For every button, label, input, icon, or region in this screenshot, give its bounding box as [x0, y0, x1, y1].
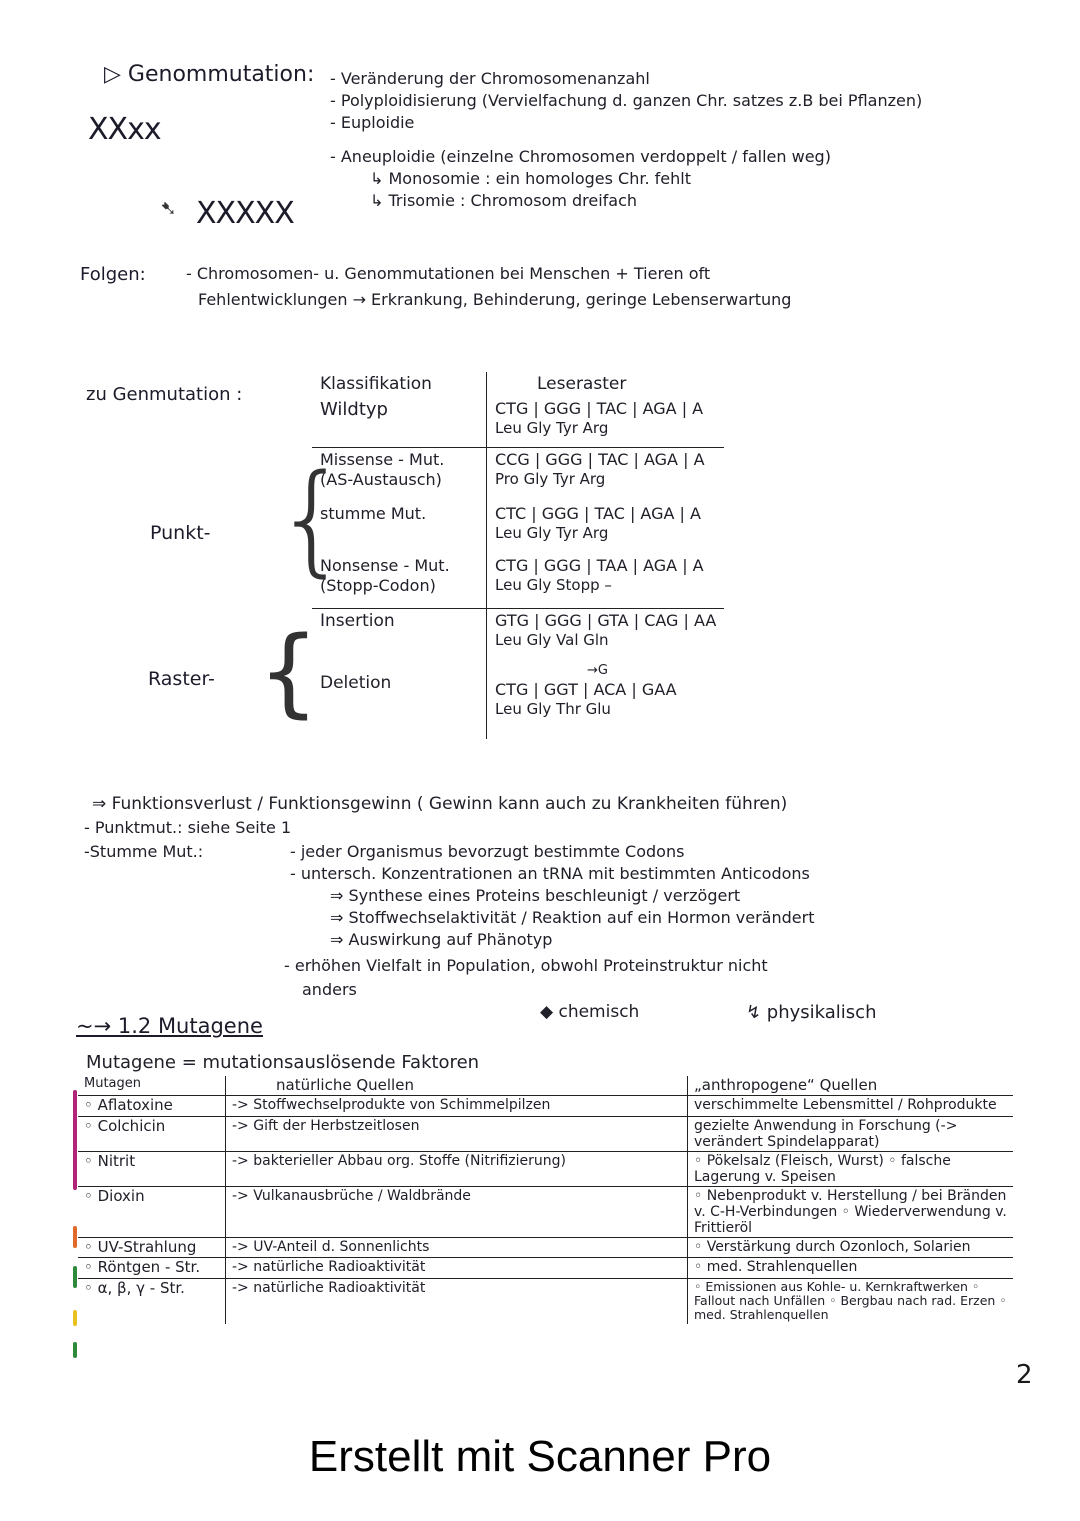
mutagen-name: ◦ Röntgen - Str.	[78, 1258, 226, 1278]
row-label-main: Nonsense - Mut.	[320, 556, 450, 576]
mutagen-row-uv	[78, 1238, 1013, 1258]
mutagen-anthro: verschimmelte Lebensmittel / Rohprodukte	[688, 1096, 1014, 1116]
amino-acids: Leu Gly Tyr Arg	[495, 419, 609, 438]
brace-frame-icon: {	[258, 616, 320, 728]
genome-bullet-2: - Polyploidisierung (Vervielfachung d. ganzen Chr. satzes z.B bei Pflanzen)	[330, 91, 923, 110]
amino-acids: Leu Gly Thr Glu	[495, 699, 611, 718]
consequence-line-8: - erhöhen Vielfalt in Population, obwohl Proteinstruktur nicht	[284, 956, 768, 975]
consequence-line-5: ⇒ Synthese eines Proteins beschleunigt / verzögert	[330, 886, 741, 905]
mutagen-name: ◦ α, β, γ - Str.	[78, 1278, 226, 1324]
brace-point-icon: {	[274, 450, 351, 589]
marker-xray	[73, 1310, 77, 1326]
genome-heading: ▷ Genommutation:	[104, 62, 315, 87]
mutagen-name: ◦ Nitrit	[78, 1151, 226, 1186]
mutagen-natural: -> Vulkanausbrüche / Waldbrände	[226, 1186, 688, 1237]
marker-radiation	[73, 1342, 77, 1358]
mutagen-table	[78, 1076, 1013, 1324]
row-label: Deletion	[312, 663, 487, 739]
mutagene-definition: Mutagene = mutationsauslösende Faktoren	[86, 1052, 480, 1073]
col-header-frame: Leseraster	[537, 374, 627, 394]
consequence-line-7: ⇒ Auswirkung auf Phänotyp	[330, 930, 553, 949]
codons: CTG | GGT | ACA | GAA	[495, 679, 677, 699]
consequence-line-9: anders	[302, 980, 357, 999]
genome-sub-bullet-1: ↳ Monosomie : ein homologes Chr. fehlt	[370, 169, 691, 188]
folgen-line-1: - Chromosomen- u. Genommutationen bei Menschen + Tieren oft	[186, 264, 711, 283]
mutagen-anthro: ◦ Emissionen aus Kohle- u. Kernkraftwerken ◦ Fallout nach Unfällen ◦ Bergbau nach rad. Erzen ◦ med. Strahlenquellen	[694, 1278, 1007, 1323]
legend-physical: ↯ physikalisch	[746, 1002, 877, 1023]
consequence-line-2: - Punktmut.: siehe Seite 1	[84, 818, 292, 837]
mutagen-row-dioxin	[78, 1186, 1013, 1237]
table-row-missense	[312, 448, 724, 503]
mutagen-natural: -> natürliche Radioaktivität	[226, 1258, 688, 1278]
gene-table-intro: zu Genmutation :	[86, 384, 243, 405]
row-label	[312, 448, 487, 503]
genome-bullet-4: - Aneuploidie (einzelne Chromosomen verdoppelt / fallen weg)	[330, 147, 831, 166]
mutagen-anthro: ◦ Nebenprodukt v. Herstellung / bei Bränden v. C-H-Verbindungen ◦ Wiederverwendung v. Frittieröl	[688, 1186, 1014, 1237]
genome-bullets	[330, 68, 970, 212]
table-row-deletion	[312, 663, 724, 739]
folgen-line-2: Fehlentwicklungen → Erkrankung, Behinderung, geringe Lebenserwartung	[198, 290, 792, 309]
gene-mutation-table	[312, 372, 724, 739]
col-header-mutagen: Mutagen	[78, 1076, 226, 1096]
row-codons	[487, 663, 725, 739]
table-row-nonsense	[312, 554, 724, 609]
codons: GTG | GGG | GTA | CAG | AA	[495, 611, 717, 631]
table-row-silent	[312, 502, 724, 554]
amino-acids: Pro Gly Tyr Arg	[495, 470, 606, 489]
row-label: stumme Mut.	[312, 502, 487, 554]
col-header-class: Klassifikation	[312, 372, 487, 397]
codons: CTG | GGG | TAA | AGA | A	[495, 556, 704, 576]
mutagen-row-radiation	[78, 1278, 1013, 1324]
table-header-row	[312, 372, 724, 397]
folgen-label: Folgen:	[80, 264, 146, 285]
amino-acids: Leu Gly Stopp –	[495, 576, 612, 595]
codons: CTG | GGG | TAC | AGA | A	[495, 399, 704, 419]
row-codons	[487, 448, 725, 503]
consequence-line-1: ⇒ Funktionsverlust / Funktionsgewinn ( Gewinn kann auch zu Krankheiten führen)	[92, 794, 788, 814]
mutagen-row-nitrit	[78, 1151, 1013, 1186]
legend-chemical: ◆ chemisch	[540, 1002, 640, 1022]
codons: CCG | GGG | TAC | AGA | A	[495, 450, 705, 470]
genome-bullet-3: - Euploidie	[330, 113, 415, 132]
mutagen-row-colchicin	[78, 1116, 1013, 1151]
marker-chemical	[73, 1090, 77, 1190]
consequence-line-4: - untersch. Konzentrationen an tRNA mit bestimmten Anticodons	[290, 864, 810, 883]
mutagen-natural: -> natürliche Radioaktivität	[226, 1278, 688, 1324]
mutagen-natural: -> UV-Anteil d. Sonnenlichts	[226, 1238, 688, 1258]
mutagen-anthro: ◦ med. Strahlenquellen	[688, 1258, 1014, 1278]
page-number: 2	[1016, 1360, 1033, 1390]
row-label-main: Missense - Mut.	[320, 450, 445, 470]
marker-dioxin	[73, 1226, 77, 1248]
footer-watermark: Erstellt mit Scanner Pro	[308, 1432, 772, 1481]
mutagen-name: ◦ Colchicin	[78, 1116, 226, 1151]
deletion-mark: →G	[587, 663, 608, 679]
mutagen-header-row	[78, 1076, 1013, 1096]
group-point-label: Punkt-	[150, 522, 211, 544]
row-codons	[487, 554, 725, 609]
consequence-line-6: ⇒ Stoffwechselaktivität / Reaktion auf ein Hormon verändert	[330, 908, 815, 927]
arrow-icon: ➷	[160, 196, 177, 220]
mutagen-anthro: gezielte Anwendung in Forschung (-> verändert Spindelapparat)	[688, 1116, 1014, 1151]
mutagen-natural: -> Gift der Herbstzeitlosen	[226, 1116, 688, 1151]
mutagen-name: ◦ Aflatoxine	[78, 1096, 226, 1116]
amino-acids: Leu Gly Val Gln	[495, 631, 609, 650]
consequence-line-3-label: -Stumme Mut.:	[84, 842, 204, 861]
mutagen-name: ◦ UV-Strahlung	[78, 1238, 226, 1258]
chromosome-set-small: XXxx	[88, 112, 161, 147]
row-label-sub: (Stopp-Codon)	[320, 576, 436, 596]
mutagen-name: ◦ Dioxin	[78, 1186, 226, 1237]
table-row-insertion	[312, 609, 724, 664]
table-row-wildtype	[312, 397, 724, 448]
marker-uv	[73, 1266, 77, 1288]
mutagen-anthro: ◦ Pökelsalz (Fleisch, Wurst) ◦ falsche Lagerung v. Speisen	[688, 1151, 1014, 1186]
mutagen-natural: -> Stoffwechselprodukte von Schimmelpilzen	[226, 1096, 688, 1116]
row-codons	[487, 397, 725, 448]
amino-acids: Leu Gly Tyr Arg	[495, 524, 609, 543]
chromosome-set-large: XXXXX	[196, 196, 294, 231]
row-label	[312, 554, 487, 609]
consequence-line-3: - jeder Organismus bevorzugt bestimmte Codons	[290, 842, 685, 861]
mutagen-row-aflatoxine	[78, 1096, 1013, 1116]
col-header-natural: natürliche Quellen	[226, 1076, 688, 1096]
row-codons	[487, 502, 725, 554]
row-label-sub: (AS-Austausch)	[320, 470, 442, 490]
mutagene-heading: ~→ 1.2 Mutagene	[76, 1014, 263, 1038]
mutagen-row-xray	[78, 1258, 1013, 1278]
mutagen-anthro: ◦ Verstärkung durch Ozonloch, Solarien	[688, 1238, 1014, 1258]
genome-sub-bullet-2: ↳ Trisomie : Chromosom dreifach	[370, 191, 638, 210]
codons: CTC | GGG | TAC | AGA | A	[495, 504, 701, 524]
genome-bullet-1: - Veränderung der Chromosomenanzahl	[330, 69, 650, 88]
mutagen-natural: -> bakterieller Abbau org. Stoffe (Nitrifizierung)	[226, 1151, 688, 1186]
col-header-anthro: „anthropogene“ Quellen	[688, 1076, 1014, 1096]
group-frame-label: Raster-	[148, 668, 215, 690]
row-label: Wildtyp	[312, 397, 487, 448]
row-codons	[487, 609, 725, 664]
row-label: Insertion	[312, 609, 487, 664]
